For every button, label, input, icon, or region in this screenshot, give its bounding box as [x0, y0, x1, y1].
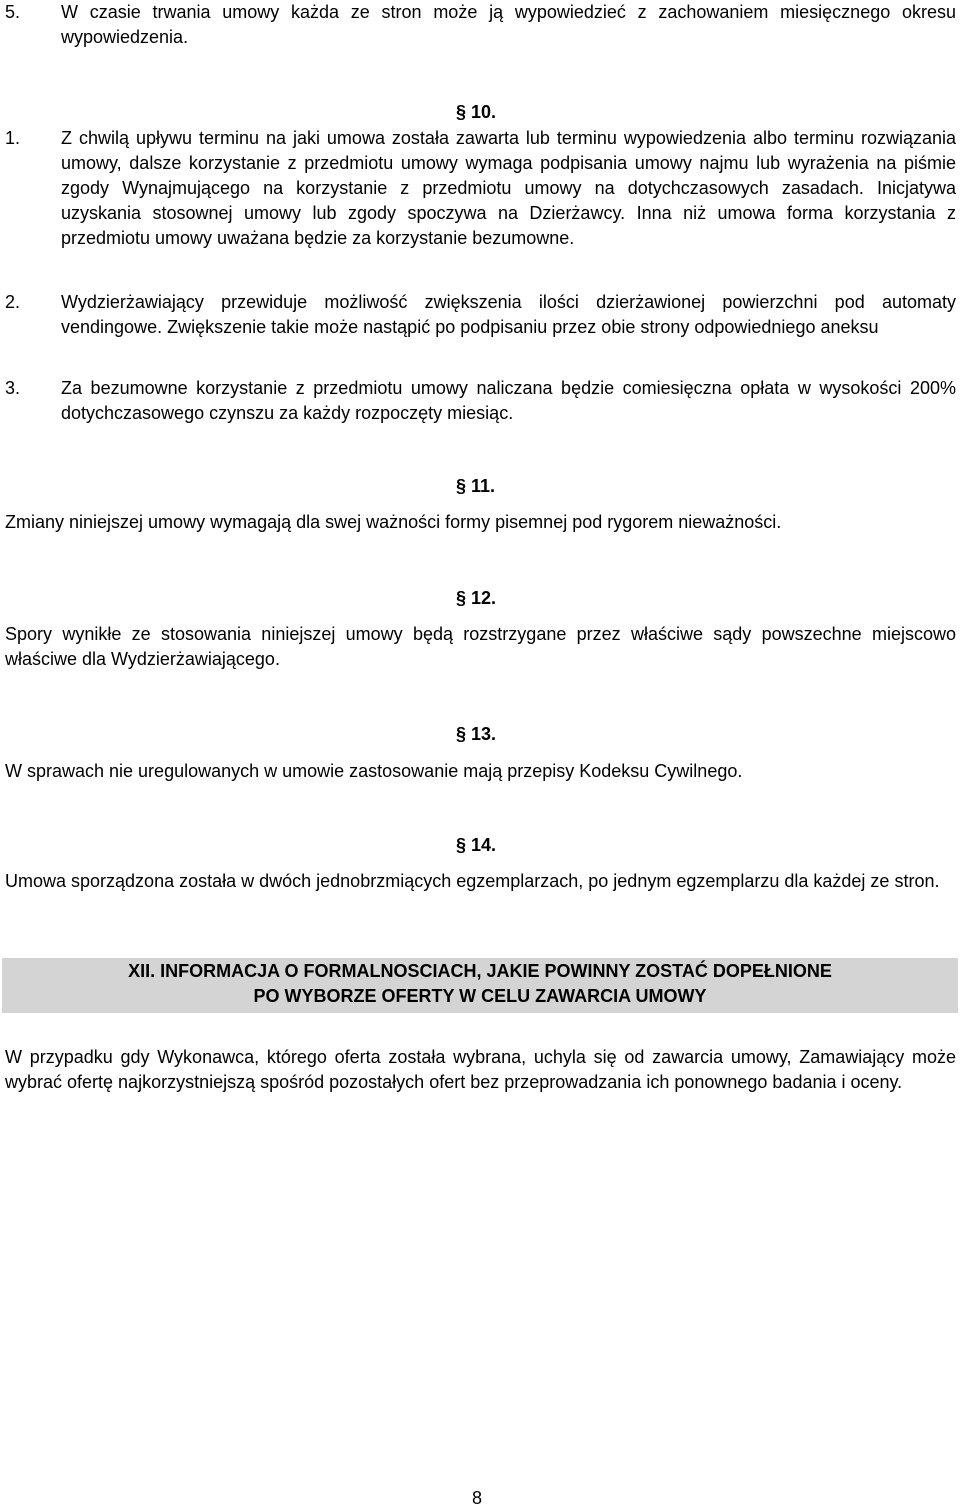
- section-13-heading: § 13.: [456, 724, 497, 744]
- section-10-item-1: [5, 126, 956, 251]
- chapter-heading-line-2: PO WYBORZE OFERTY W CELU ZAWARCIA UMOWY: [253, 986, 707, 1006]
- item-text: Wydzierżawiający przewiduje możliwość zwiększenia ilości dzierżawionej powierzchni pod automaty vendingowe. Zwiększenie takie może nastąpić po podpisaniu przez obie strony odpowiedniego aneksu: [61, 292, 956, 337]
- section-10-item-2: [5, 290, 956, 340]
- item-text: W czasie trwania umowy każda ze stron może ją wypowiedzieć z zachowaniem miesięcznego okresu wypowiedzenia.: [61, 2, 956, 47]
- section-14-heading: § 14.: [456, 835, 497, 855]
- section-12-text: Spory wynikłe ze stosowania niniejszej umowy będą rozstrzygane przez właściwe sądy powszechne miejscowo właściwe dla Wydzierżawiającego.: [5, 624, 956, 669]
- item-number: 3.: [5, 378, 21, 398]
- item-number: 5.: [5, 2, 21, 22]
- item-5: [5, 0, 956, 50]
- section-11-text: Zmiany niniejszej umowy wymagają dla swej ważności formy pisemnej pod rygorem nieważności.: [5, 512, 782, 532]
- section-11-heading: § 11.: [456, 476, 496, 496]
- section-10-item-3: [5, 376, 956, 426]
- section-13-text: W sprawach nie uregulowanych w umowie zastosowanie mają przepisy Kodeksu Cywilnego.: [5, 761, 743, 781]
- chapter-text: W przypadku gdy Wykonawca, którego oferta została wybrana, uchyla się od zawarcia umowy, Zamawiający może wybrać ofertę najkorzystniejszą spośród pozostałych ofert bez przeprowadzania ich ponownego badania i oceny.: [5, 1047, 956, 1092]
- section-12-heading: § 12.: [456, 588, 497, 608]
- chapter-heading-banner: [2, 958, 958, 1013]
- item-text: Z chwilą upływu terminu na jaki umowa została zawarta lub terminu wypowiedzenia albo terminu rozwiązania umowy, dalsze korzystanie z przedmiotu umowy wymaga podpisania umowy najmu lub wyrażenia na piśmie zgody Wynajmującego na korzystanie z przedmiotu umowy na dotychczasowych zasadach. Inicjatywa uzyskania stosownej umowy lub zgody spoczywa na Dzierżawcy. Inna niż umowa forma korzystania z przedmiotu umowy uważana będzie za korzystanie bezumowne.: [61, 128, 956, 248]
- section-14-text: Umowa sporządzona została w dwóch jednobrzmiących egzemplarzach, po jednym egzemplarzu dla każdej ze stron.: [5, 871, 940, 891]
- section-10-heading: § 10.: [456, 102, 497, 122]
- page-number: 8: [472, 1488, 483, 1508]
- chapter-heading-line-1: XII. INFORMACJA O FORMALNOSCIACH, JAKIE POWINNY ZOSTAĆ DOPEŁNIONE: [128, 961, 832, 981]
- item-number: 2.: [5, 292, 21, 312]
- item-number: 1.: [5, 128, 21, 148]
- item-text: Za bezumowne korzystanie z przedmiotu umowy naliczana będzie comiesięczna opłata w wysokości 200% dotychczasowego czynszu za każdy rozpoczęty miesiąc.: [61, 378, 956, 423]
